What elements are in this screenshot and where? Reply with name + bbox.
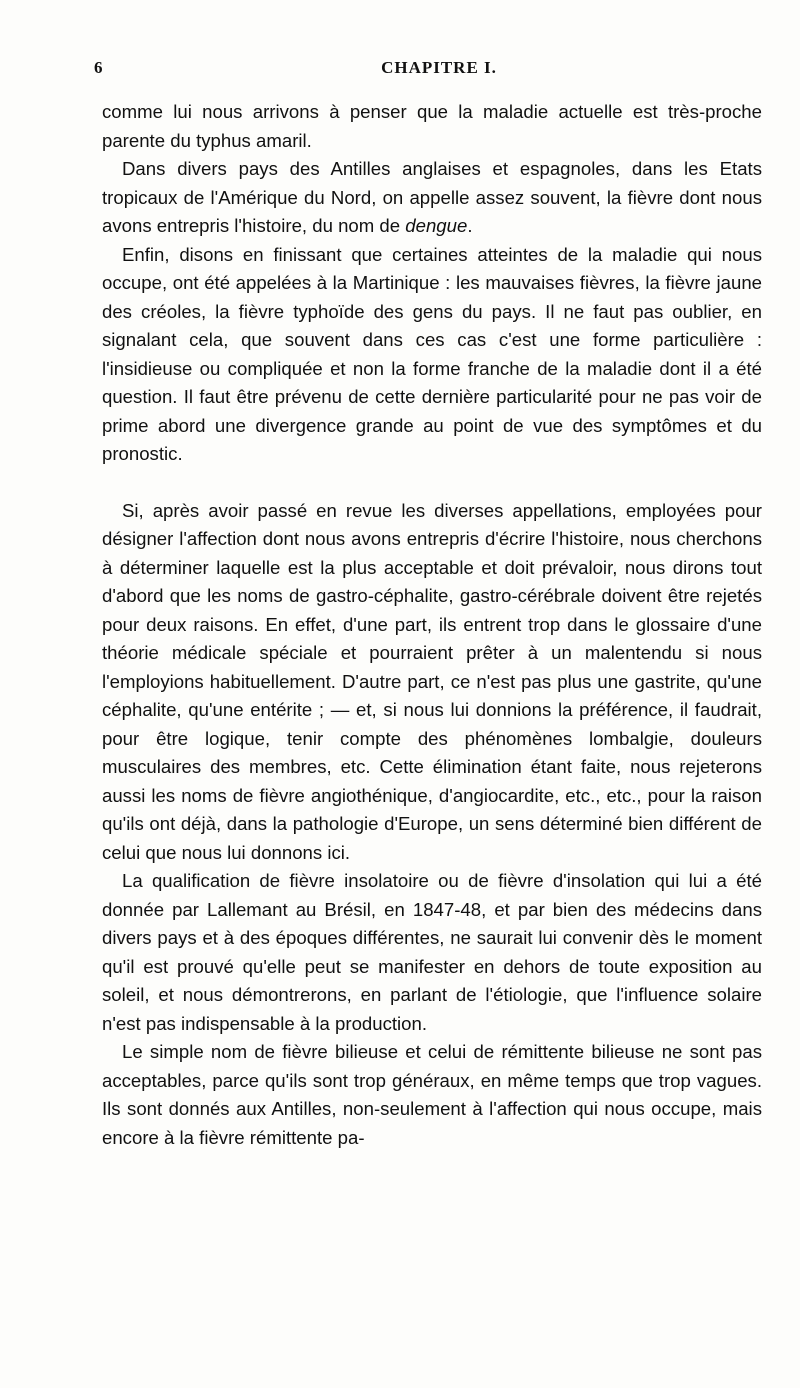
body-text <box>102 98 762 1152</box>
paragraph-5: La qualification de fièvre insolatoire ou de fièvre d'insolation qui lui a été donnée par Lallemant au Brésil, en 1847-48, et par bien des médecins dans divers pays et à des époques différentes, ne saurait lui convenir dès le moment qu'il est prouvé qu'elle peut se manifester en dehors de toute exposition au soleil, et nous démontrerons, en parlant de l'étiologie, que l'influence solaire n'est pas indispensable à la production. <box>102 870 762 1034</box>
page-number: 6 <box>94 58 104 77</box>
paragraph-4: Si, après avoir passé en revue les diverses appellations, employées pour désigner l'affection dont nous avons entrepris d'écrire l'histoire, nous cherchons à déterminer laquelle est la plus acceptable et doit prévaloir, nous dirons tout d'abord que les noms de gastro-céphalite, gastro-cérébrale doivent être rejetés pour deux raisons. En effet, d'une part, ils entrent trop dans le glossaire d'une théorie médicale spéciale et pourraient prêter à un malentendu si nous l'employions habituellement. D'autre part, ce n'est pas plus une gastrite, qu'une céphalite, qu'une entérite ; — et, si nous lui donnions la préférence, il faudrait, pour être logique, tenir compte des phénomènes lombalgie, douleurs musculaires des membres, etc. Cette élimination étant faite, nous rejeterons aussi les noms de fièvre angiothénique, d'angiocardite, etc., etc., pour la raison qu'ils ont déjà, dans la pathologie d'Europe, un sens déterminé bien différent de celui que nous lui donnons ici. <box>102 499 762 863</box>
paragraph-6: Le simple nom de fièvre bilieuse et celui de rémittente bilieuse ne sont pas acceptables, parce qu'ils sont trop généraux, en même temps que trop vagues. Ils sont donnés aux Antilles, non-seulement à l'affection qui nous occupe, mais encore à la fièvre rémittente pa- <box>102 1041 762 1148</box>
paragraph-2 <box>102 155 762 241</box>
paragraph-1: comme lui nous arrivons à penser que la maladie actuelle est très-proche parente du typhus amaril. <box>102 101 762 151</box>
running-head <box>94 58 762 84</box>
paragraph-3: Enfin, disons en finissant que certaines atteintes de la maladie qui nous occupe, ont été appelées à la Martinique : les mauvaises fièvres, la fièvre jaune des créoles, la fièvre typhoïde des gens du pays. Il ne faut pas oublier, en signalant cela, que souvent dans ces cas c'est une forme particulière : l'insidieuse ou compliquée et non la forme franche de la maladie dont il a été question. Il faut être prévenu de cette dernière particularité pour ne pas voir de prime abord une divergence grande au point de vue des symptômes et du pronostic. <box>102 243 762 464</box>
dengue-term: dengue <box>405 215 468 236</box>
paragraph-2-end: . <box>467 215 473 236</box>
paragraph-2-text: Dans divers pays des Antilles anglaises et espagnoles, dans les Etats tropicaux de l'Amérique du Nord, on appelle assez souvent, la fièvre dont nous avons entrepris l'histoire, du nom de <box>102 158 762 236</box>
chapter-title: CHAPITRE I. <box>381 58 497 77</box>
